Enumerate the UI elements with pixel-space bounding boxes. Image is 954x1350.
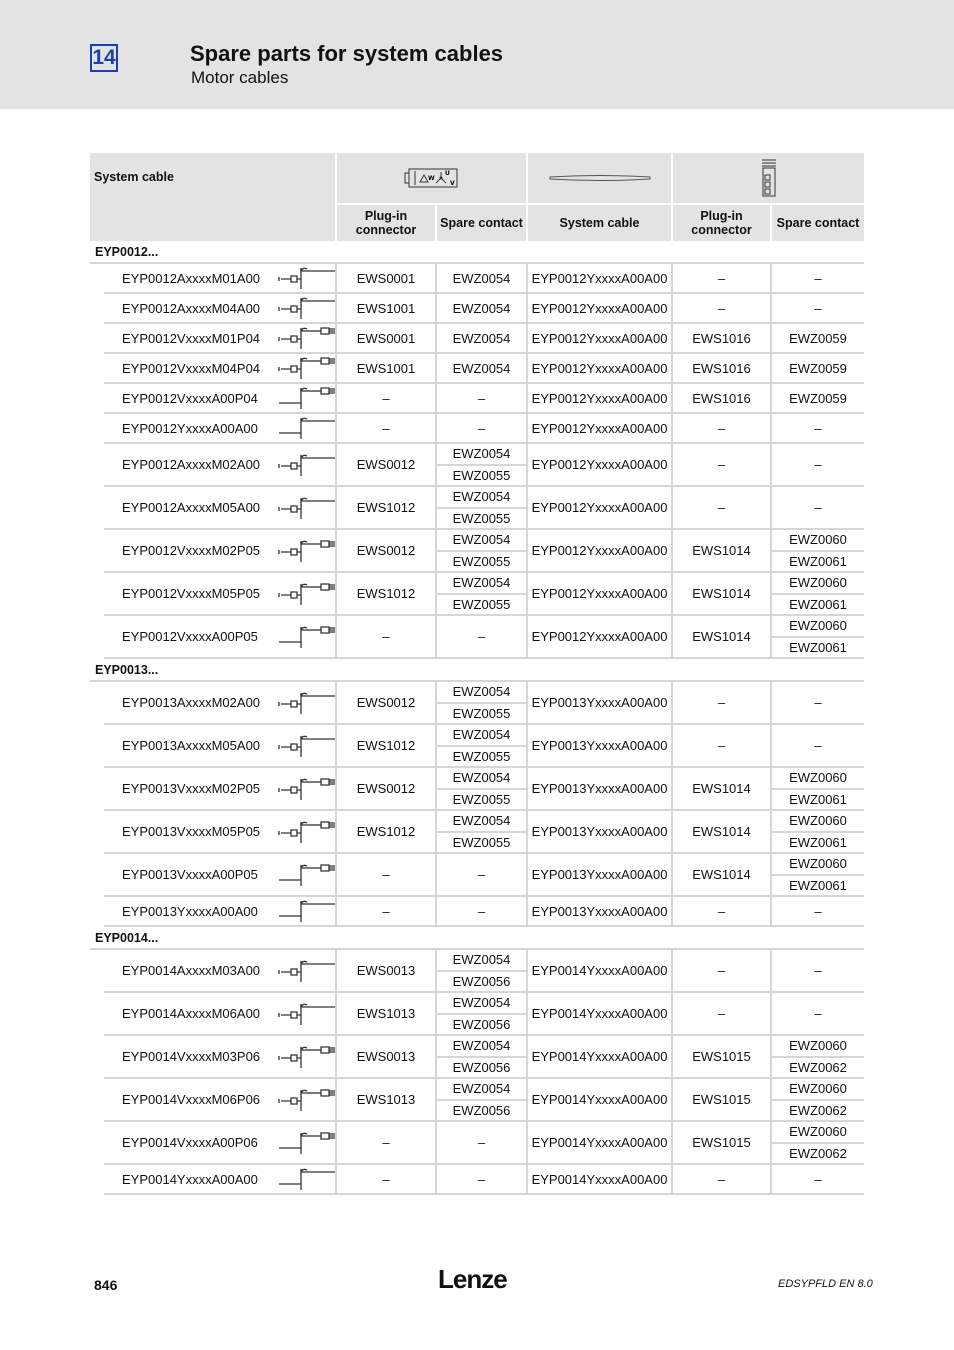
cable-open-plug-icon: [269, 383, 336, 413]
spare-contact-2: EWZ0061: [771, 637, 864, 659]
row-indent: [90, 1035, 104, 1078]
part-number: EYP0014VxxxxM06P06: [104, 1078, 269, 1121]
system-cable: EYP0012YxxxxA00A00: [527, 443, 672, 486]
table-row: [90, 572, 864, 594]
row-indent: [90, 263, 104, 293]
plug-in-connector-2: EWS1015: [672, 1121, 771, 1164]
table-row: [90, 383, 864, 413]
system-cable: EYP0014YxxxxA00A00: [527, 1164, 672, 1194]
plug-in-connector: EWS1012: [336, 572, 436, 615]
system-cable: EYP0012YxxxxA00A00: [527, 572, 672, 615]
spare-contact: EWZ0054: [436, 767, 527, 789]
table-row: [90, 486, 864, 508]
spare-contact: EWZ0054: [436, 486, 527, 508]
table-row: [90, 293, 864, 323]
system-cable: EYP0014YxxxxA00A00: [527, 1078, 672, 1121]
plug-in-connector-2: EWS1014: [672, 853, 771, 896]
table-row: [90, 949, 864, 971]
part-number: EYP0013AxxxxM05A00: [104, 724, 269, 767]
part-number: EYP0013VxxxxM05P05: [104, 810, 269, 853]
table-row: [90, 1121, 864, 1143]
part-number: EYP0014VxxxxM03P06: [104, 1035, 269, 1078]
spare-contact-2: –: [771, 681, 864, 724]
spare-parts-table: [90, 153, 864, 1195]
system-cable: EYP0012YxxxxA00A00: [527, 293, 672, 323]
spare-contact-2: EWZ0060: [771, 767, 864, 789]
svg-text:V: V: [449, 180, 455, 187]
spare-contact: EWZ0054: [436, 1078, 527, 1100]
spare-contact-2: EWZ0062: [771, 1100, 864, 1122]
spare-contact: EWZ0054: [436, 1035, 527, 1057]
spare-contact-2: –: [771, 949, 864, 992]
cable-open-plug-icon: [269, 1121, 336, 1164]
spare-contact-2: EWZ0059: [771, 323, 864, 353]
row-indent: [90, 949, 104, 992]
spare-contact: EWZ0055: [436, 508, 527, 530]
plug-in-connector: EWS1001: [336, 293, 436, 323]
spare-contact-2: –: [771, 486, 864, 529]
spare-contact: –: [436, 1164, 527, 1194]
cable-open-open-icon: [269, 1164, 336, 1194]
plug-in-connector-2: –: [672, 724, 771, 767]
part-number: EYP0012YxxxxA00A00: [104, 413, 269, 443]
spare-contact: EWZ0055: [436, 551, 527, 573]
table-row: [90, 529, 864, 551]
part-number: EYP0012VxxxxA00P04: [104, 383, 269, 413]
spare-contact: EWZ0055: [436, 746, 527, 768]
cable-plug-plug-icon: [269, 529, 336, 572]
plug-in-connector: –: [336, 615, 436, 658]
plug-in-connector-2: –: [672, 293, 771, 323]
spare-contact-2: EWZ0061: [771, 551, 864, 573]
cable-plug-plug-icon: [269, 572, 336, 615]
table-row: [90, 263, 864, 293]
system-cable: EYP0012YxxxxA00A00: [527, 353, 672, 383]
part-number: EYP0012VxxxxA00P05: [104, 615, 269, 658]
spare-contact: EWZ0054: [436, 529, 527, 551]
plug-in-connector: EWS0001: [336, 323, 436, 353]
part-number: EYP0013VxxxxA00P05: [104, 853, 269, 896]
part-number: EYP0014YxxxxA00A00: [104, 1164, 269, 1194]
plug-in-connector: EWS0001: [336, 263, 436, 293]
system-cable: EYP0014YxxxxA00A00: [527, 949, 672, 992]
row-indent: [90, 529, 104, 572]
spare-contact-2: –: [771, 1164, 864, 1194]
spare-contact-2: –: [771, 293, 864, 323]
header-plugin-connector-2: Plug-in connector: [672, 204, 771, 241]
cable-plug-open-icon: [269, 443, 336, 486]
spare-contact: EWZ0055: [436, 703, 527, 725]
row-indent: [90, 353, 104, 383]
spare-contact: EWZ0054: [436, 353, 527, 383]
plug-in-connector-2: –: [672, 1164, 771, 1194]
plug-in-connector: –: [336, 1164, 436, 1194]
spare-contact-2: EWZ0060: [771, 1121, 864, 1143]
plug-in-connector-2: EWS1014: [672, 529, 771, 572]
row-indent: [90, 1164, 104, 1194]
plug-in-connector-2: EWS1016: [672, 383, 771, 413]
plug-in-connector-2: EWS1015: [672, 1078, 771, 1121]
header-spare-contact: Spare contact: [436, 204, 527, 241]
system-cable: EYP0013YxxxxA00A00: [527, 681, 672, 724]
spare-contact-2: EWZ0061: [771, 789, 864, 811]
row-indent: [90, 323, 104, 353]
system-cable: EYP0014YxxxxA00A00: [527, 1121, 672, 1164]
cable-open-open-icon: [269, 896, 336, 926]
plug-in-connector-2: –: [672, 413, 771, 443]
plug-in-connector: EWS1013: [336, 1078, 436, 1121]
plug-in-connector: EWS1012: [336, 810, 436, 853]
document-id: EDSYPFLD EN 8.0: [778, 1278, 873, 1290]
table-row: [90, 1035, 864, 1057]
plug-in-connector: –: [336, 896, 436, 926]
system-cable: EYP0013YxxxxA00A00: [527, 724, 672, 767]
part-number: EYP0012VxxxxM05P05: [104, 572, 269, 615]
page-header: [0, 0, 954, 109]
row-indent: [90, 992, 104, 1035]
part-number: EYP0013AxxxxM02A00: [104, 681, 269, 724]
spare-contact: EWZ0054: [436, 992, 527, 1014]
plug-in-connector-2: EWS1016: [672, 323, 771, 353]
part-number: EYP0012AxxxxM02A00: [104, 443, 269, 486]
page-title: Spare parts for system cables: [190, 41, 504, 66]
cable-plug-open-icon: [269, 263, 336, 293]
cable-plug-open-icon: [269, 486, 336, 529]
system-cable: EYP0013YxxxxA00A00: [527, 896, 672, 926]
spare-contact-2: EWZ0059: [771, 353, 864, 383]
spare-contact-2: EWZ0061: [771, 594, 864, 616]
plug-in-connector-2: EWS1016: [672, 353, 771, 383]
cable-plug-plug-icon: [269, 323, 336, 353]
system-cable: EYP0012YxxxxA00A00: [527, 413, 672, 443]
header-system-cable: System cable: [90, 153, 336, 241]
spare-contact-2: EWZ0060: [771, 810, 864, 832]
spare-contact: EWZ0055: [436, 594, 527, 616]
spare-contact-2: EWZ0062: [771, 1057, 864, 1079]
plug-in-connector: –: [336, 413, 436, 443]
plug-in-connector-2: –: [672, 992, 771, 1035]
row-indent: [90, 293, 104, 323]
part-number: EYP0013YxxxxA00A00: [104, 896, 269, 926]
part-number: EYP0013VxxxxM02P05: [104, 767, 269, 810]
spare-contact: EWZ0054: [436, 810, 527, 832]
table-row: [90, 767, 864, 789]
table-row: [90, 413, 864, 443]
table-row: [90, 810, 864, 832]
row-indent: [90, 767, 104, 810]
svg-text:U: U: [444, 170, 450, 177]
plug-in-connector-2: –: [672, 949, 771, 992]
row-indent: [90, 615, 104, 658]
part-number: EYP0012AxxxxM01A00: [104, 263, 269, 293]
system-cable: EYP0014YxxxxA00A00: [527, 992, 672, 1035]
cable-plug-plug-icon: [269, 1078, 336, 1121]
cable-icon: [527, 153, 672, 204]
plug-in-connector-2: –: [672, 896, 771, 926]
spare-contact: EWZ0054: [436, 443, 527, 465]
row-indent: [90, 383, 104, 413]
cable-plug-plug-icon: [269, 767, 336, 810]
spare-contact-2: EWZ0060: [771, 1078, 864, 1100]
spare-contact-2: –: [771, 992, 864, 1035]
plug-in-connector: –: [336, 1121, 436, 1164]
plug-in-connector-2: EWS1014: [672, 572, 771, 615]
header-system-cable-2: System cable: [527, 204, 672, 241]
spare-contact: EWZ0056: [436, 1100, 527, 1122]
plug-in-connector: EWS0013: [336, 1035, 436, 1078]
spare-contact-2: EWZ0061: [771, 832, 864, 854]
table-row: [90, 1078, 864, 1100]
spare-contact-2: EWZ0060: [771, 853, 864, 875]
table-body: [90, 241, 864, 1194]
part-number: EYP0012VxxxxM01P04: [104, 323, 269, 353]
system-cable: EYP0012YxxxxA00A00: [527, 323, 672, 353]
cable-plug-plug-icon: [269, 353, 336, 383]
spare-contact: –: [436, 1121, 527, 1164]
table-row: [90, 323, 864, 353]
row-indent: [90, 896, 104, 926]
cable-plug-open-icon: [269, 949, 336, 992]
spare-contact: EWZ0054: [436, 681, 527, 703]
part-number: EYP0014AxxxxM06A00: [104, 992, 269, 1035]
cable-plug-open-icon: [269, 724, 336, 767]
row-indent: [90, 810, 104, 853]
cable-open-plug-icon: [269, 853, 336, 896]
page-number: 846: [94, 1277, 118, 1293]
system-cable: EYP0013YxxxxA00A00: [527, 810, 672, 853]
spare-contact: EWZ0054: [436, 263, 527, 293]
spare-contact: –: [436, 615, 527, 658]
spare-contact-2: –: [771, 413, 864, 443]
spare-contact: –: [436, 896, 527, 926]
plug-in-connector: EWS1012: [336, 724, 436, 767]
spare-contact-2: EWZ0060: [771, 1035, 864, 1057]
plug-in-connector-2: –: [672, 486, 771, 529]
header-plugin-connector: Plug-in connector: [336, 204, 436, 241]
part-number: EYP0012VxxxxM04P04: [104, 353, 269, 383]
table-row: [90, 443, 864, 465]
plug-in-connector-2: EWS1014: [672, 615, 771, 658]
spare-contact-2: EWZ0060: [771, 572, 864, 594]
spare-contact: –: [436, 413, 527, 443]
plug-in-connector: –: [336, 383, 436, 413]
plug-in-connector-2: –: [672, 443, 771, 486]
chapter-number[interactable]: 14: [90, 44, 118, 72]
group-header: EYP0013...: [90, 658, 864, 681]
table-row: [90, 724, 864, 746]
spare-contact: EWZ0054: [436, 949, 527, 971]
cable-plug-plug-icon: [269, 1035, 336, 1078]
spare-contact-2: –: [771, 263, 864, 293]
spare-contact: EWZ0056: [436, 971, 527, 993]
system-cable: EYP0013YxxxxA00A00: [527, 853, 672, 896]
spare-contact: EWZ0056: [436, 1014, 527, 1036]
row-indent: [90, 724, 104, 767]
group-header: EYP0012...: [90, 241, 864, 263]
header-spare-contact-2: Spare contact: [771, 204, 864, 241]
plug-in-connector: EWS1012: [336, 486, 436, 529]
spare-contact: EWZ0054: [436, 323, 527, 353]
drive-unit-icon: [672, 153, 864, 204]
row-indent: [90, 443, 104, 486]
table-row: [90, 896, 864, 926]
part-number: EYP0014VxxxxA00P06: [104, 1121, 269, 1164]
table-row: [90, 615, 864, 637]
plug-in-connector: EWS1001: [336, 353, 436, 383]
part-number: EYP0012AxxxxM04A00: [104, 293, 269, 323]
group-header: EYP0014...: [90, 926, 864, 949]
table-row: [90, 681, 864, 703]
spare-contact-2: EWZ0060: [771, 615, 864, 637]
motor-icon: [336, 153, 527, 204]
spare-contact-2: –: [771, 724, 864, 767]
table-row: [90, 992, 864, 1014]
spare-contact-2: –: [771, 443, 864, 486]
spare-contact: EWZ0054: [436, 724, 527, 746]
spare-contact-2: EWZ0059: [771, 383, 864, 413]
row-indent: [90, 1121, 104, 1164]
cable-plug-open-icon: [269, 992, 336, 1035]
cable-open-open-icon: [269, 413, 336, 443]
spare-contact-2: EWZ0060: [771, 529, 864, 551]
row-indent: [90, 486, 104, 529]
plug-in-connector: EWS0012: [336, 681, 436, 724]
system-cable: EYP0012YxxxxA00A00: [527, 529, 672, 572]
plug-in-connector: –: [336, 853, 436, 896]
svg-text:W: W: [427, 175, 435, 182]
plug-in-connector: EWS0012: [336, 529, 436, 572]
row-indent: [90, 1078, 104, 1121]
spare-contact-2: EWZ0061: [771, 875, 864, 897]
plug-in-connector: EWS0012: [336, 443, 436, 486]
spare-contact: –: [436, 383, 527, 413]
spare-contact-2: –: [771, 896, 864, 926]
row-indent: [90, 853, 104, 896]
cable-plug-open-icon: [269, 293, 336, 323]
row-indent: [90, 572, 104, 615]
table-row: [90, 1164, 864, 1194]
row-indent: [90, 681, 104, 724]
cable-plug-open-icon: [269, 681, 336, 724]
plug-in-connector: EWS1013: [336, 992, 436, 1035]
part-number: EYP0012AxxxxM05A00: [104, 486, 269, 529]
plug-in-connector: EWS0012: [336, 767, 436, 810]
system-cable: EYP0012YxxxxA00A00: [527, 263, 672, 293]
table-row: [90, 853, 864, 875]
cable-plug-plug-icon: [269, 810, 336, 853]
spare-contact: EWZ0055: [436, 789, 527, 811]
plug-in-connector-2: EWS1014: [672, 767, 771, 810]
plug-in-connector-2: –: [672, 263, 771, 293]
plug-in-connector-2: –: [672, 681, 771, 724]
plug-in-connector: EWS0013: [336, 949, 436, 992]
system-cable: EYP0012YxxxxA00A00: [527, 486, 672, 529]
plug-in-connector-2: EWS1015: [672, 1035, 771, 1078]
cable-open-plug-icon: [269, 615, 336, 658]
spare-contact: –: [436, 853, 527, 896]
system-cable: EYP0012YxxxxA00A00: [527, 383, 672, 413]
page-subtitle: Motor cables: [191, 68, 289, 87]
system-cable: EYP0012YxxxxA00A00: [527, 615, 672, 658]
spare-contact: EWZ0056: [436, 1057, 527, 1079]
part-number: EYP0012VxxxxM02P05: [104, 529, 269, 572]
spare-contact: EWZ0055: [436, 465, 527, 487]
spare-contact: EWZ0054: [436, 572, 527, 594]
brand-logo: Lenze: [438, 1264, 507, 1294]
spare-contact-2: EWZ0062: [771, 1143, 864, 1165]
spare-contact: EWZ0054: [436, 293, 527, 323]
spare-contact: EWZ0055: [436, 832, 527, 854]
plug-in-connector-2: EWS1014: [672, 810, 771, 853]
row-indent: [90, 413, 104, 443]
table-row: [90, 353, 864, 383]
system-cable: EYP0013YxxxxA00A00: [527, 767, 672, 810]
part-number: EYP0014AxxxxM03A00: [104, 949, 269, 992]
system-cable: EYP0014YxxxxA00A00: [527, 1035, 672, 1078]
